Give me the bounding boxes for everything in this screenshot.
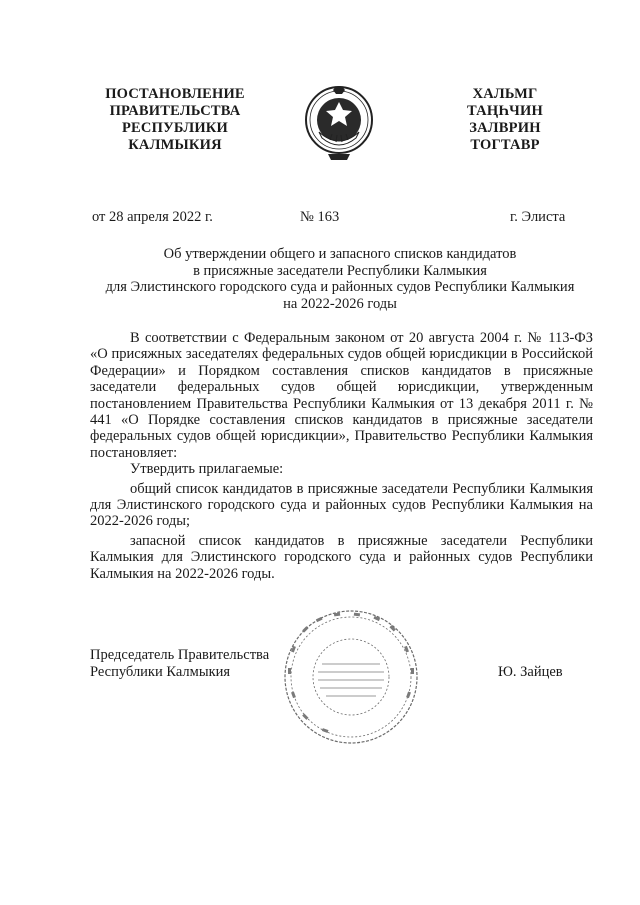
signatory-position [90,647,269,681]
document-date: от 28 апреля 2022 г. [92,209,213,225]
header-left-line: РЕСПУБЛИКИ [121,120,229,136]
list-item-reserve: запасной список кандидатов в присяжные заседатели Республики Калмыкия для Элистинского городского суда и районных судов Республики Калмыкия на 2022-2026 годы. [90,532,593,582]
signatory-position-line: Председатель Правительства [90,647,270,663]
document-title [60,246,620,312]
header-left-title [90,86,260,154]
preamble-paragraph: В соответствии с Федеральным законом от 20 августа 2004 г. № 113-ФЗ «О присяжных заседателях федеральных судов общей юрисдикции в Российской Федерации» и Порядком составления списков кандидатов в присяжные заседатели федеральных судов общей юрисдикции, утвержденным постановлением Правительства Республики Калмыкия от 13 декабря 2011 г. № 441 «О Порядке составления списков кандидатов в присяжные заседатели федеральных судов общей юрисдикции», Правительство Республики Калмыкия постановляет: [90,330,593,461]
title-line: для Элистинского городского суда и районных судов Республики Калмыкия [105,279,575,295]
header-right-line: ТОГТАВР [470,137,540,153]
signatory-name: Ю. Зайцев [498,664,563,680]
title-line: Об утверждении общего и запасного списков кандидатов [163,246,517,262]
header-left-line: ПОСТАНОВЛЕНИЕ [105,86,245,102]
official-stamp [282,608,420,746]
document-body [90,330,593,582]
header-right-line: ЗАЛВРИН [469,120,541,136]
header-right-line: ХАЛЬМГ [472,86,538,102]
approve-paragraph: Утвердить прилагаемые: [130,461,284,478]
list-item-general: общий список кандидатов в присяжные заседатели Республики Калмыкия для Элистинского городского суда и районных судов Республики Калмыкия на 2022-2026 годы; [90,480,593,530]
header-left-line: КАЛМЫКИЯ [128,137,222,153]
document-number: № 163 [300,209,340,225]
header-right-line: ТАҢҺЧИН [467,103,543,119]
header-left-line: ПРАВИТЕЛЬСТВА [109,103,241,119]
kalmykia-coat-of-arms-icon [302,80,376,164]
signatory-position-line: Республики Калмыкия [90,664,231,680]
document-city: г. Элиста [510,209,566,225]
title-line: в присяжные заседатели Республики Калмыкия [193,262,487,279]
title-line: на 2022-2026 годы [283,295,397,312]
header-right-title [440,86,570,154]
